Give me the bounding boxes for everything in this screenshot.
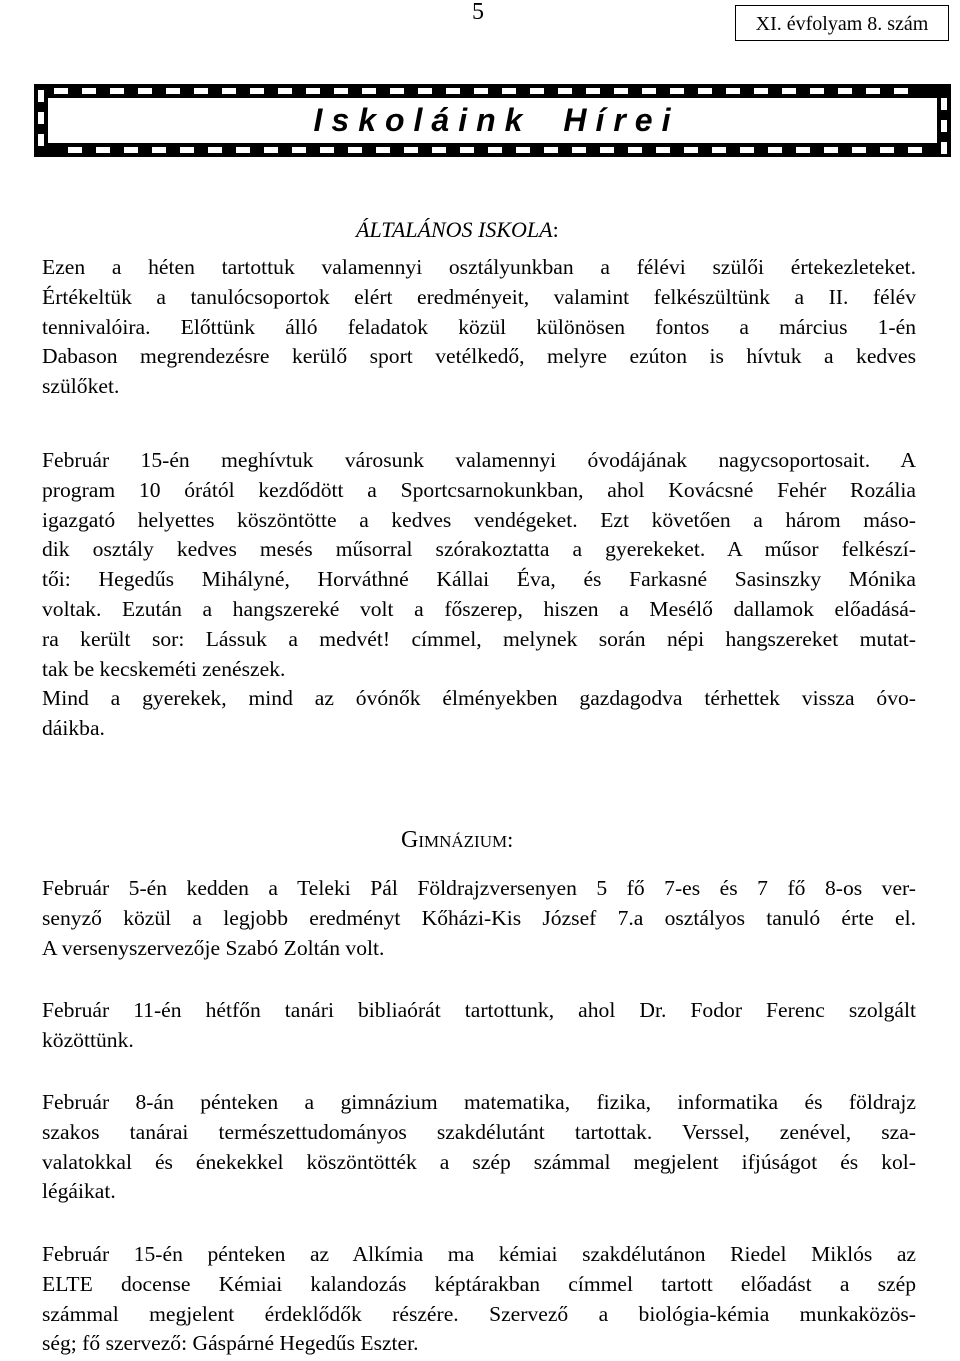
page-number: 5 (472, 0, 484, 25)
text-line: senyző közül a legjobb eredményt Kőházi-Kis József 7.a osztályos tanuló érte el. (42, 905, 916, 930)
news-banner (34, 84, 951, 157)
text-line: légáikat. (42, 1179, 116, 1204)
text-line: program 10 órától kezdődött a Sportcsarnokunkban, ahol Kovácsné Fehér Rozália (42, 477, 916, 502)
paragraph-szuloi-ertekezlet (42, 253, 916, 402)
text-line: valatokkal és énekekkel köszöntötték a szép számmal megjelent ifjúságot és kol- (42, 1149, 916, 1174)
text-line: Február 8-án pénteken a gimnázium matematika, fizika, informatika és földrajz (42, 1090, 916, 1114)
text-line: Február 15-én pénteken az Alkímia ma kémiai szakdélutánon Riedel Miklós az (42, 1242, 916, 1266)
section-heading-text: Gimnázium (401, 827, 508, 853)
text-line: ELTE docense Kémiai kalandozás képtárakban címmel tartott előadást a szép (42, 1271, 916, 1296)
text-line: ra került sor: Lássuk a medvét! címmel, melynek során népi hangszereket mutat- (42, 626, 916, 651)
text-line: Február 11-én hétfőn tanári bibliaórát tartottunk, ahol Dr. Fodor Ferenc szolgált (42, 998, 916, 1022)
text-line: dik osztály kedves mesés műsorral szórakoztatta a gyerekeket. A műsor felkészí- (42, 537, 916, 562)
section-heading-altalanos (356, 216, 559, 244)
text-line: szülőket. (42, 374, 120, 399)
text-line: tői: Hegedűs Mihályné, Horváthné Kállai Éva, és Farkasné Sasinszky Mónika (42, 567, 916, 592)
text-line: A versenyszervezője Szabó Zoltán volt. (42, 935, 385, 960)
text-line: dáikba. (42, 716, 105, 741)
text-line: igazgató helyettes köszöntötte a kedves vendégeket. Ezt követően a három máso- (42, 507, 916, 532)
section-heading-text: ÁLTALÁNOS ISKOLA (356, 217, 553, 242)
issue-label: XI. évfolyam 8. szám (735, 5, 949, 41)
banner-title: Iskoláink Hírei (313, 102, 680, 138)
paragraph-foldrajzverseny (42, 874, 916, 963)
text-line: Február 15-én meghívtuk városunk valamennyi óvodájának nagycsoportosait. A (42, 448, 916, 472)
paragraph-szakdelutan (42, 1088, 916, 1207)
paragraph-kemia (42, 1240, 916, 1359)
text-line: Dabason megrendezésre kerülő sport vetélkedő, melyre ezúton is hívtuk a kedves (42, 344, 916, 369)
section-heading-colon: : (552, 217, 559, 242)
text-line: számmal megjelent érdeklődők részére. Szervező a biológia-kémia munkaközös- (42, 1301, 916, 1326)
text-line: tak be kecskeméti zenészek. (42, 656, 286, 681)
text-line: ség; fő szervező: Gáspárné Hegedűs Eszter. (42, 1331, 419, 1356)
paragraph-bibliaora (42, 996, 916, 1056)
text-line: tennivalóira. Előttünk álló feladatok közül különösen fontos a március 1-én (42, 314, 916, 339)
text-line: Ezen a héten tartottuk valamennyi osztályunkban a félévi szülői értekezleteket. (42, 255, 916, 279)
text-line: Értékeltük a tanulócsoportok elért eredményeit, valamint felkészültünk a II. félév (42, 284, 916, 309)
text-line: Február 5-én kedden a Teleki Pál Földrajzversenyen 5 fő 7-es és 7 fő 8-os ver- (42, 876, 916, 900)
section-heading-gimnazium (401, 826, 513, 854)
text-line: közöttünk. (42, 1027, 134, 1052)
text-line: voltak. Ezután a hangszereké volt a főszerep, hiszen a Mesélő dallamok előadásá- (42, 596, 916, 621)
section-heading-colon: : (507, 827, 514, 852)
text-line: szakos tanárai természettudományos szakdélutánt tartottak. Verssel, zenével, sza- (42, 1119, 916, 1144)
text-line: Mind a gyerekek, mind az óvónők élményekben gazdagodva térhettek vissza óvo- (42, 686, 916, 711)
paragraph-ovodasok (42, 446, 916, 744)
